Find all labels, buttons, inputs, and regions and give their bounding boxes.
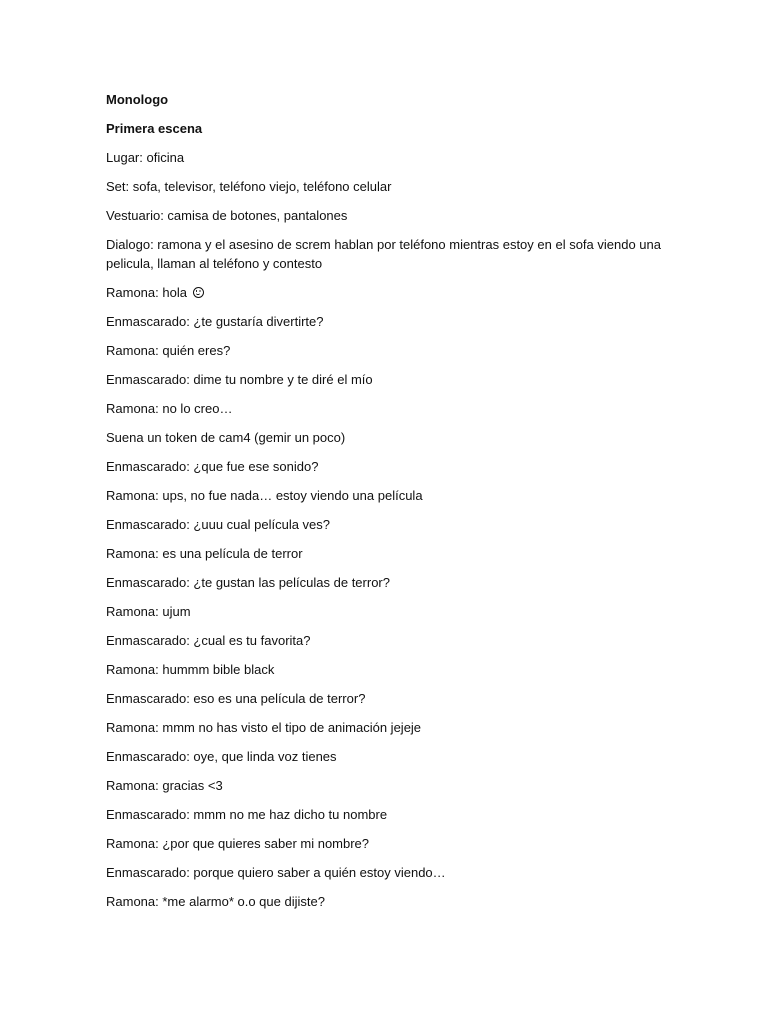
dialogue-line: Enmascarado: porque quiero saber a quién estoy viendo… [106, 865, 446, 880]
dialogue-line: Ramona: mmm no has visto el tipo de animación jejeje [106, 720, 422, 735]
document-title: Monologo [106, 92, 169, 107]
dialogue-line: Enmascarado: ¿uuu cual película ves? [106, 517, 331, 532]
dialogue-line: Ramona: no lo creo… [106, 401, 233, 416]
dialogue-line: Ramona: ujum [106, 604, 191, 619]
set-line: Set: sofa, televisor, teléfono viejo, teléfono celular [106, 179, 392, 194]
dialogue-description: Dialogo: ramona y el asesino de screm hablan por teléfono mientras estoy en el sofa viendo una pelicula, llaman al teléfono y contesto [106, 237, 661, 271]
dialogue-line: Enmascarado: ¿te gustan las películas de terror? [106, 575, 390, 590]
dialogue-line: Ramona: es una película de terror [106, 546, 303, 561]
scene-heading: Primera escena [106, 121, 203, 136]
location-line: Lugar: oficina [106, 150, 185, 165]
dialogue-line: Enmascarado: ¿te gustaría divertirte? [106, 314, 324, 329]
dialogue-line: Enmascarado: eso es una película de terror? [106, 691, 366, 706]
dialogue-line: Ramona: hummm bible black [106, 662, 275, 677]
dialogue-line: Enmascarado: mmm no me haz dicho tu nombre [106, 807, 388, 822]
dialogue-line: Ramona: ups, no fue nada… estoy viendo una película [106, 488, 423, 503]
stage-direction: Suena un token de cam4 (gemir un poco) [106, 430, 346, 445]
dialogue-line [106, 283, 666, 302]
smiley-icon [193, 287, 204, 298]
dialogue-line: Enmascarado: oye, que linda voz tienes [106, 749, 337, 764]
dialogue-line: Ramona: quién eres? [106, 343, 231, 358]
dialogue-line: Ramona: gracias <3 [106, 778, 223, 793]
document-body [106, 90, 666, 921]
dialogue-line: Enmascarado: ¿cual es tu favorita? [106, 633, 311, 648]
wardrobe-line: Vestuario: camisa de botones, pantalones [106, 208, 348, 223]
dialogue-line: Enmascarado: dime tu nombre y te diré el mío [106, 372, 373, 387]
dialogue-line: Enmascarado: ¿que fue ese sonido? [106, 459, 319, 474]
dialogue-line: Ramona: *me alarmo* o.o que dijiste? [106, 894, 325, 909]
dialogue-line-text: Ramona: hola [106, 285, 187, 300]
dialogue-line: Ramona: ¿por que quieres saber mi nombre? [106, 836, 370, 851]
